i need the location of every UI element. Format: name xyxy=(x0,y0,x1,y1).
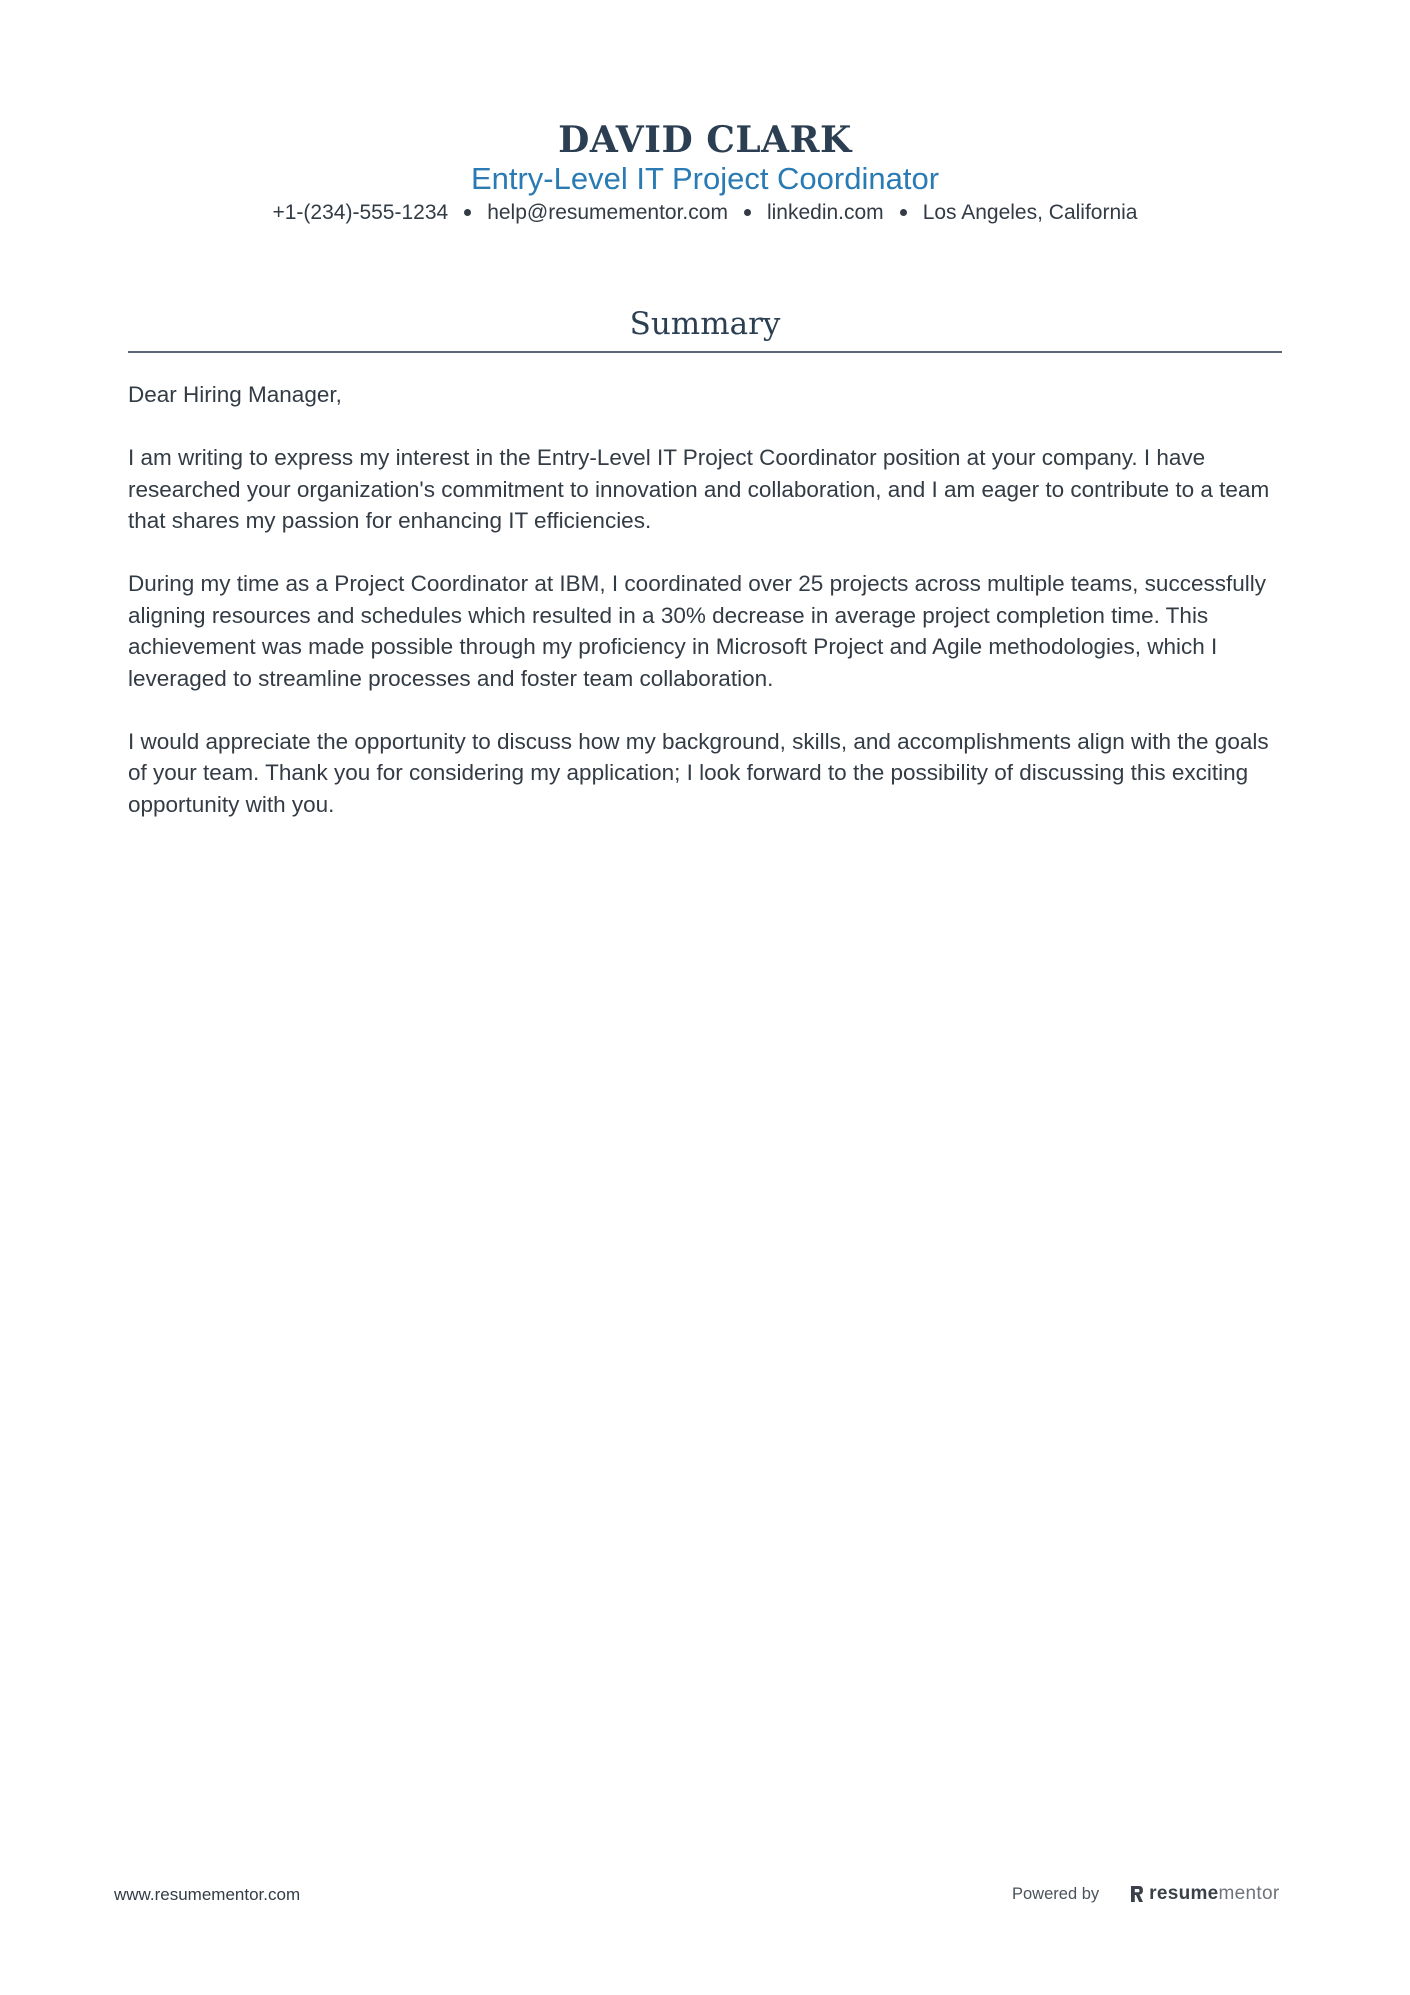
section-divider xyxy=(128,351,1282,353)
bullet-separator xyxy=(744,209,751,216)
job-title: Entry-Level IT Project Coordinator xyxy=(470,161,940,196)
brand-logo[interactable] xyxy=(1129,1883,1279,1905)
letter-paragraph: I would appreciate the opportunity to discuss how my background, skills, and accomplishments align with the goals of your team. Thank you for considering my application; I look forward to the possibility of discussing this exciting opportunity with you. xyxy=(128,728,1269,817)
contact-email[interactable]: help@resumementor.com xyxy=(487,201,728,224)
letter-body xyxy=(128,379,1288,852)
contact-location: Los Angeles, California xyxy=(922,201,1138,224)
letter-paragraph: During my time as a Project Coordinator at IBM, I coordinated over 25 projects across multiple teams, successfully aligning resources and schedules which resulted in a 30% decrease in average project completion time. This achievement was made possible through my proficiency in Microsoft Project and Agile methodologies, which I leveraged to streamline processes and foster team collaboration. xyxy=(128,571,1266,691)
contact-linkedin[interactable]: linkedin.com xyxy=(766,201,884,224)
header xyxy=(0,118,1410,228)
salutation: Dear Hiring Manager, xyxy=(128,382,342,407)
contact-phone: +1-(234)-555-1234 xyxy=(272,201,449,224)
candidate-name: DAVID CLARK xyxy=(558,119,852,161)
powered-by-label: Powered by xyxy=(1012,1884,1100,1903)
brand-name-part1: resume xyxy=(1149,1883,1219,1904)
bullet-separator xyxy=(900,209,907,216)
resumementor-logo-icon xyxy=(1129,1884,1145,1904)
contact-line xyxy=(0,198,1410,228)
footer-branding xyxy=(1012,1882,1279,1906)
section-title: Summary xyxy=(629,306,781,342)
brand-name-part2: mentor xyxy=(1218,1883,1280,1904)
letter-paragraph: I am writing to express my interest in the Entry-Level IT Project Coordinator position at your company. I have researched your organization's commitment to innovation and collaboration, and I am eager to contribute to a team that shares my passion for enhancing IT efficiencies. xyxy=(128,445,1270,533)
footer-website[interactable]: www.resumementor.com xyxy=(114,1885,301,1904)
bullet-separator xyxy=(464,209,471,216)
